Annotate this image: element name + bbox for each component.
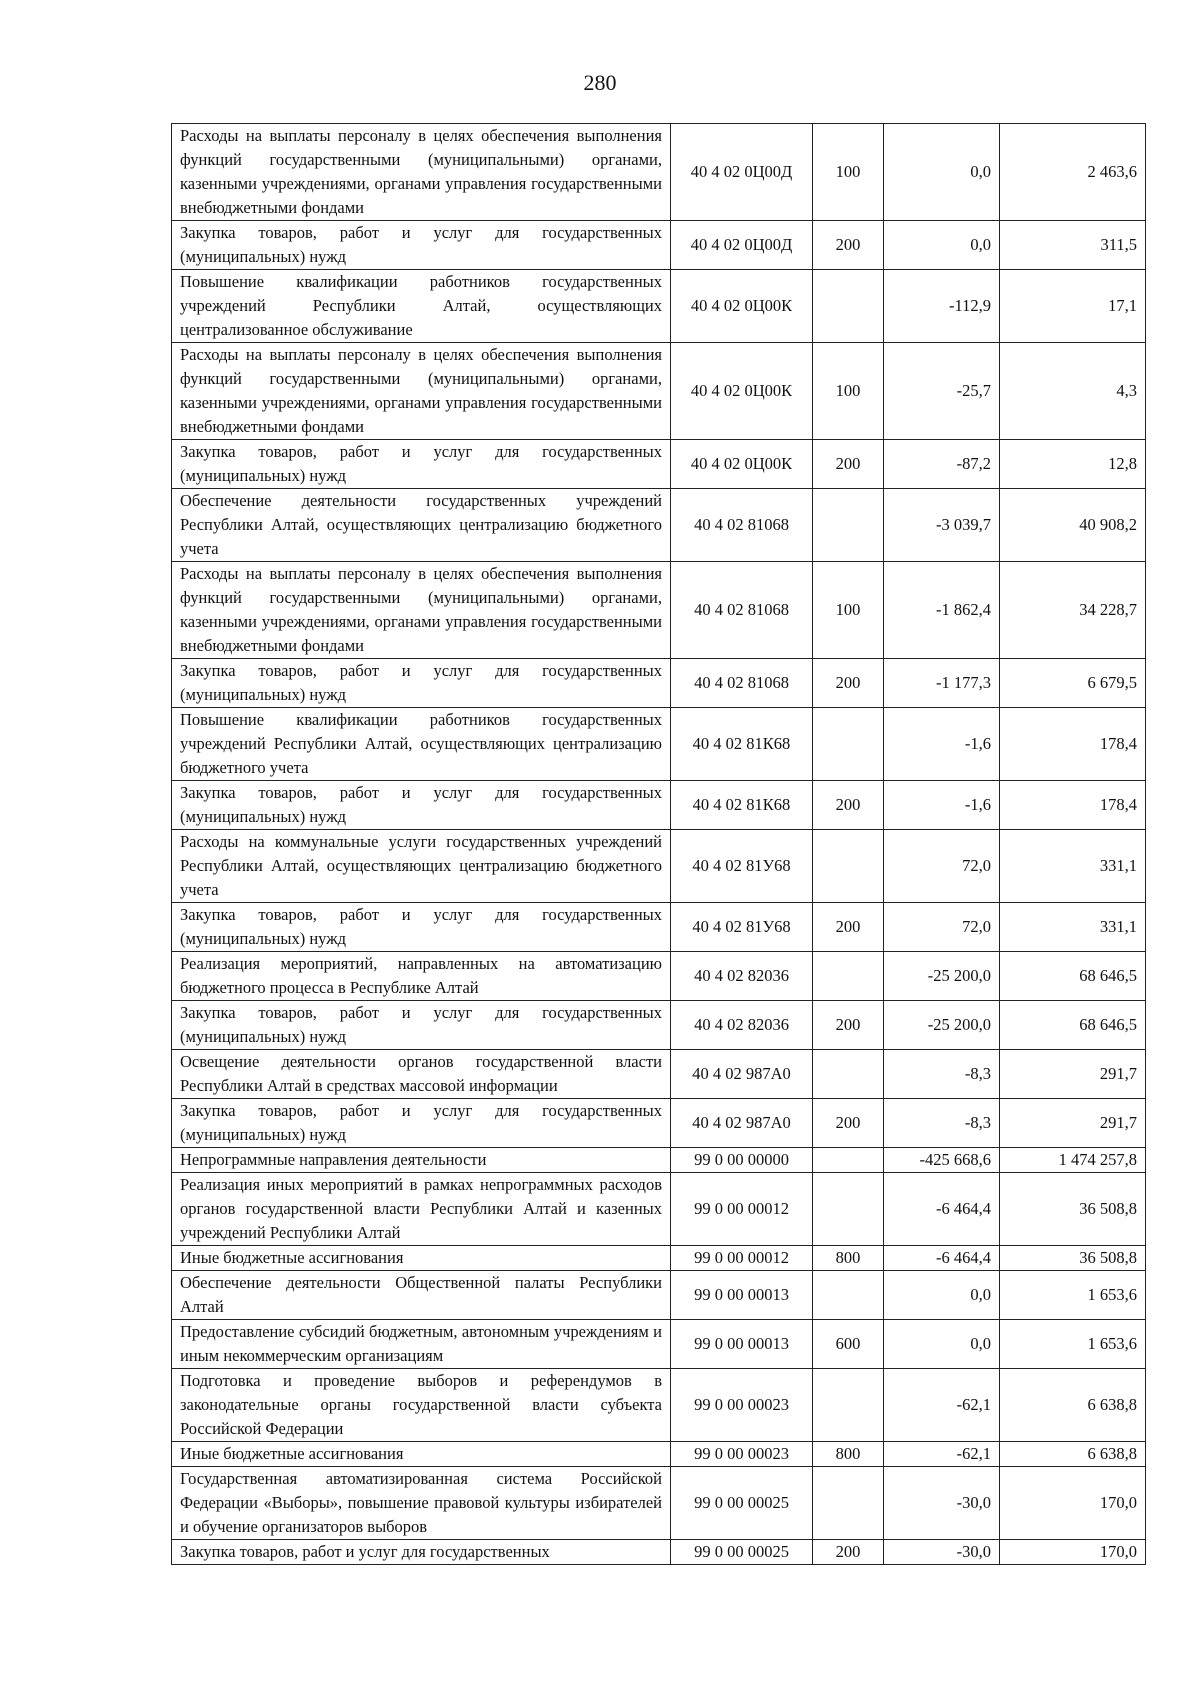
expense-name-cell: Закупка товаров, работ и услуг для государственных (муниципальных) нужд [172,221,671,270]
total-amount-cell: 170,0 [1000,1467,1146,1540]
classification-code-cell: 99 0 00 00012 [671,1246,813,1271]
change-amount-cell: -8,3 [884,1050,1000,1099]
total-amount-cell: 311,5 [1000,221,1146,270]
table-row [172,830,1146,903]
expense-type-cell [813,708,884,781]
classification-code-cell: 99 0 00 00013 [671,1320,813,1369]
change-amount-cell: -30,0 [884,1540,1000,1565]
expense-type-cell: 800 [813,1246,884,1271]
classification-code-cell: 40 4 02 987А0 [671,1050,813,1099]
total-amount-cell: 40 908,2 [1000,489,1146,562]
total-amount-cell: 12,8 [1000,440,1146,489]
classification-code-cell: 40 4 02 81068 [671,489,813,562]
total-amount-cell: 2 463,6 [1000,124,1146,221]
change-amount-cell: -87,2 [884,440,1000,489]
expense-name-cell: Иные бюджетные ассигнования [172,1442,671,1467]
total-amount-cell: 331,1 [1000,830,1146,903]
expense-type-cell: 100 [813,343,884,440]
expense-type-cell [813,952,884,1001]
expense-name-cell: Обеспечение деятельности государственных учреждений Республики Алтай, осуществляющих централизацию бюджетного учета [172,489,671,562]
classification-code-cell: 99 0 00 00012 [671,1173,813,1246]
expense-type-cell [813,830,884,903]
classification-code-cell: 40 4 02 81У68 [671,830,813,903]
table-row [172,1148,1146,1173]
classification-code-cell: 40 4 02 0Ц00Д [671,221,813,270]
expense-type-cell [813,1148,884,1173]
expense-name-cell: Повышение квалификации работников государственных учреждений Республики Алтай, осуществляющих централизованное обслуживание [172,270,671,343]
change-amount-cell: 0,0 [884,1320,1000,1369]
expense-type-cell: 100 [813,124,884,221]
table-row [172,1246,1146,1271]
expense-type-cell [813,1173,884,1246]
total-amount-cell: 1 653,6 [1000,1320,1146,1369]
change-amount-cell: -25,7 [884,343,1000,440]
table-row [172,440,1146,489]
change-amount-cell: -1,6 [884,781,1000,830]
table-row [172,270,1146,343]
page-number: 280 [583,70,617,95]
expense-name-cell: Закупка товаров, работ и услуг для государственных [172,1540,671,1565]
classification-code-cell: 40 4 02 0Ц00К [671,270,813,343]
expense-type-cell: 100 [813,562,884,659]
expense-name-cell: Повышение квалификации работников государственных учреждений Республики Алтай, осуществляющих централизацию бюджетного учета [172,708,671,781]
change-amount-cell: -425 668,6 [884,1148,1000,1173]
expense-name-cell: Освещение деятельности органов государственной власти Республики Алтай в средствах массовой информации [172,1050,671,1099]
expense-type-cell [813,1467,884,1540]
budget-table [171,123,1146,1565]
table-row [172,1050,1146,1099]
total-amount-cell: 6 638,8 [1000,1442,1146,1467]
expense-name-cell: Реализация иных мероприятий в рамках непрограммных расходов органов государственной власти Республики Алтай и казенных учреждений Республики Алтай [172,1173,671,1246]
expense-type-cell: 200 [813,1540,884,1565]
total-amount-cell: 68 646,5 [1000,1001,1146,1050]
table-row [172,221,1146,270]
change-amount-cell: 0,0 [884,221,1000,270]
classification-code-cell: 40 4 02 82036 [671,1001,813,1050]
expense-type-cell: 200 [813,221,884,270]
change-amount-cell: 0,0 [884,1271,1000,1320]
classification-code-cell: 99 0 00 00025 [671,1467,813,1540]
classification-code-cell: 40 4 02 0Ц00К [671,440,813,489]
total-amount-cell: 331,1 [1000,903,1146,952]
classification-code-cell: 40 4 02 81068 [671,562,813,659]
expense-name-cell: Расходы на выплаты персоналу в целях обеспечения выполнения функций государственными (муниципальными) органами, казенными учреждениями, органами управления государственными внебюджетными фондами [172,343,671,440]
table-row [172,1173,1146,1246]
total-amount-cell: 34 228,7 [1000,562,1146,659]
table-row [172,489,1146,562]
change-amount-cell: -62,1 [884,1442,1000,1467]
table-row [172,124,1146,221]
classification-code-cell: 40 4 02 987А0 [671,1099,813,1148]
change-amount-cell: 72,0 [884,830,1000,903]
classification-code-cell: 99 0 00 00013 [671,1271,813,1320]
change-amount-cell: -1,6 [884,708,1000,781]
table-row [172,562,1146,659]
table-row [172,903,1146,952]
total-amount-cell: 36 508,8 [1000,1246,1146,1271]
classification-code-cell: 40 4 02 81У68 [671,903,813,952]
change-amount-cell: -1 862,4 [884,562,1000,659]
table-row [172,1369,1146,1442]
table-row [172,1320,1146,1369]
expense-name-cell: Закупка товаров, работ и услуг для государственных (муниципальных) нужд [172,1099,671,1148]
classification-code-cell: 99 0 00 00025 [671,1540,813,1565]
change-amount-cell: -3 039,7 [884,489,1000,562]
total-amount-cell: 291,7 [1000,1099,1146,1148]
change-amount-cell: -8,3 [884,1099,1000,1148]
total-amount-cell: 6 638,8 [1000,1369,1146,1442]
expense-type-cell [813,270,884,343]
table-row [172,708,1146,781]
total-amount-cell: 1 653,6 [1000,1271,1146,1320]
classification-code-cell: 40 4 02 81К68 [671,708,813,781]
expense-name-cell: Закупка товаров, работ и услуг для государственных (муниципальных) нужд [172,659,671,708]
expense-name-cell: Расходы на коммунальные услуги государственных учреждений Республики Алтай, осуществляющих централизацию бюджетного учета [172,830,671,903]
table-row [172,343,1146,440]
change-amount-cell: -30,0 [884,1467,1000,1540]
expense-type-cell: 200 [813,781,884,830]
table-row [172,781,1146,830]
total-amount-cell: 178,4 [1000,781,1146,830]
classification-code-cell: 40 4 02 81068 [671,659,813,708]
expense-name-cell: Реализация мероприятий, направленных на автоматизацию бюджетного процесса в Республике Алтай [172,952,671,1001]
expense-type-cell: 200 [813,1001,884,1050]
expense-name-cell: Расходы на выплаты персоналу в целях обеспечения выполнения функций государственными (муниципальными) органами, казенными учреждениями, органами управления государственными внебюджетными фондами [172,124,671,221]
expense-type-cell: 200 [813,440,884,489]
expense-type-cell: 200 [813,659,884,708]
expense-name-cell: Закупка товаров, работ и услуг для государственных (муниципальных) нужд [172,1001,671,1050]
classification-code-cell: 40 4 02 82036 [671,952,813,1001]
expense-type-cell: 200 [813,903,884,952]
total-amount-cell: 6 679,5 [1000,659,1146,708]
change-amount-cell: -112,9 [884,270,1000,343]
change-amount-cell: -25 200,0 [884,952,1000,1001]
expense-name-cell: Обеспечение деятельности Общественной палаты Республики Алтай [172,1271,671,1320]
classification-code-cell: 99 0 00 00023 [671,1442,813,1467]
expense-type-cell: 600 [813,1320,884,1369]
change-amount-cell: -6 464,4 [884,1246,1000,1271]
expense-name-cell: Расходы на выплаты персоналу в целях обеспечения выполнения функций государственными (муниципальными) органами, казенными учреждениями, органами управления государственными внебюджетными фондами [172,562,671,659]
expense-type-cell [813,1271,884,1320]
expense-type-cell [813,1050,884,1099]
expense-name-cell: Непрограммные направления деятельности [172,1148,671,1173]
expense-name-cell: Закупка товаров, работ и услуг для государственных (муниципальных) нужд [172,781,671,830]
expense-type-cell: 200 [813,1099,884,1148]
budget-table-body [172,124,1146,1565]
expense-type-cell [813,1369,884,1442]
table-row [172,1442,1146,1467]
total-amount-cell: 1 474 257,8 [1000,1148,1146,1173]
expense-name-cell: Иные бюджетные ассигнования [172,1246,671,1271]
expense-name-cell: Государственная автоматизированная система Российской Федерации «Выборы», повышение правовой культуры избирателей и обучение организаторов выборов [172,1467,671,1540]
change-amount-cell: 72,0 [884,903,1000,952]
change-amount-cell: -62,1 [884,1369,1000,1442]
classification-code-cell: 40 4 02 0Ц00К [671,343,813,440]
expense-name-cell: Закупка товаров, работ и услуг для государственных (муниципальных) нужд [172,440,671,489]
total-amount-cell: 68 646,5 [1000,952,1146,1001]
total-amount-cell: 4,3 [1000,343,1146,440]
total-amount-cell: 17,1 [1000,270,1146,343]
expense-name-cell: Закупка товаров, работ и услуг для государственных (муниципальных) нужд [172,903,671,952]
expense-type-cell [813,489,884,562]
table-row [172,1099,1146,1148]
total-amount-cell: 178,4 [1000,708,1146,781]
change-amount-cell: 0,0 [884,124,1000,221]
change-amount-cell: -6 464,4 [884,1173,1000,1246]
table-row [172,1540,1146,1565]
change-amount-cell: -1 177,3 [884,659,1000,708]
expense-type-cell: 800 [813,1442,884,1467]
total-amount-cell: 36 508,8 [1000,1173,1146,1246]
total-amount-cell: 170,0 [1000,1540,1146,1565]
table-row [172,659,1146,708]
table-row [172,1467,1146,1540]
expense-name-cell: Подготовка и проведение выборов и референдумов в законодательные органы государственной власти субъекта Российской Федерации [172,1369,671,1442]
change-amount-cell: -25 200,0 [884,1001,1000,1050]
table-row [172,1001,1146,1050]
table-row [172,952,1146,1001]
classification-code-cell: 40 4 02 81К68 [671,781,813,830]
expense-name-cell: Предоставление субсидий бюджетным, автономным учреждениям и иным некоммерческим организациям [172,1320,671,1369]
total-amount-cell: 291,7 [1000,1050,1146,1099]
classification-code-cell: 99 0 00 00000 [671,1148,813,1173]
classification-code-cell: 99 0 00 00023 [671,1369,813,1442]
table-row [172,1271,1146,1320]
classification-code-cell: 40 4 02 0Ц00Д [671,124,813,221]
